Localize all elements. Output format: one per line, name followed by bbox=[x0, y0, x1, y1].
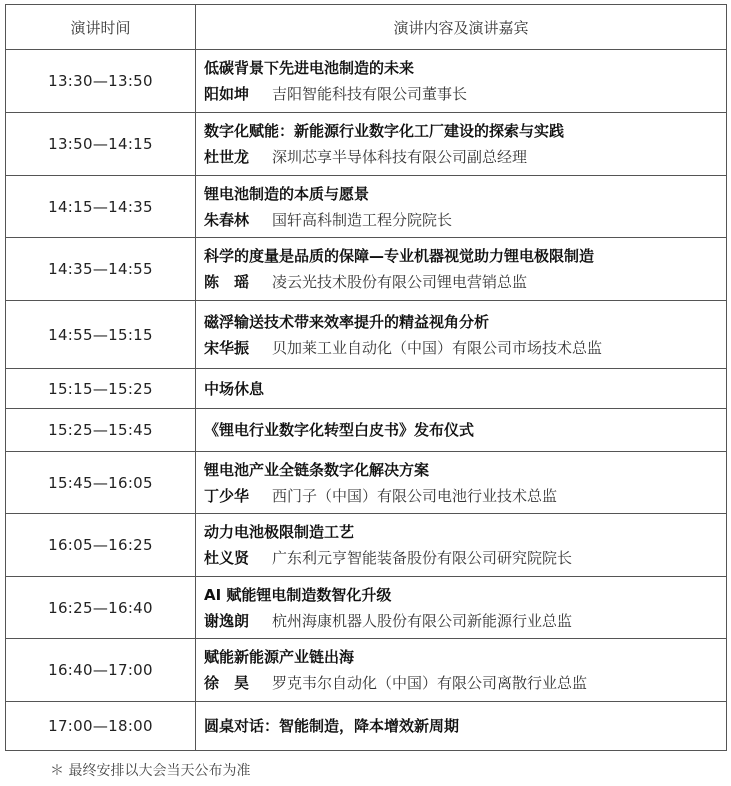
session-speaker-line bbox=[204, 670, 726, 696]
session-speaker-line bbox=[204, 545, 726, 571]
speaker-name: 宋华振 bbox=[204, 338, 250, 357]
speaker-affiliation: 凌云光技术股份有限公司锂电营销总监 bbox=[272, 273, 528, 291]
session-topic: AI 赋能锂电制造数智化升级 bbox=[204, 585, 392, 604]
session-speaker-line bbox=[204, 144, 726, 170]
table-row bbox=[6, 113, 727, 176]
session-content bbox=[196, 176, 727, 238]
header-row bbox=[6, 5, 727, 50]
table-row bbox=[6, 577, 727, 639]
session-time: 16:05—16:25 bbox=[6, 514, 196, 577]
speaker-affiliation: 罗克韦尔自动化（中国）有限公司离散行业总监 bbox=[272, 674, 588, 692]
session-topic: 动力电池极限制造工艺 bbox=[204, 523, 355, 541]
table-row bbox=[6, 452, 727, 514]
speaker-affiliation: 贝加莱工业自动化（中国）有限公司市场技术总监 bbox=[272, 338, 603, 357]
session-speaker-line bbox=[204, 335, 726, 361]
session-time: 14:15—14:35 bbox=[6, 176, 196, 238]
speaker-name: 朱春林 bbox=[204, 210, 250, 229]
table-row bbox=[6, 301, 727, 369]
session-time: 15:25—15:45 bbox=[6, 409, 196, 452]
session-time: 16:40—17:00 bbox=[6, 639, 196, 702]
speaker-name: 陈 瑶 bbox=[204, 273, 250, 291]
session-topic: 《锂电行业数字化转型白皮书》发布仪式 bbox=[204, 421, 475, 439]
speaker-affiliation: 国轩高科制造工程分院院长 bbox=[272, 210, 453, 229]
table-row bbox=[6, 238, 727, 301]
table-row bbox=[6, 639, 727, 702]
session-content bbox=[196, 409, 727, 452]
schedule-table bbox=[5, 4, 727, 751]
session-topic: 低碳背景下先进电池制造的未来 bbox=[204, 59, 415, 77]
session-speaker-line bbox=[204, 207, 726, 233]
session-content bbox=[196, 50, 727, 113]
session-topic: 锂电池制造的本质与愿景 bbox=[204, 184, 370, 203]
session-topic: 数字化赋能：新能源行业数字化工厂建设的探索与实践 bbox=[204, 122, 565, 140]
session-content bbox=[196, 301, 727, 369]
table-row bbox=[6, 369, 727, 409]
session-time: 14:35—14:55 bbox=[6, 238, 196, 301]
session-topic: 中场休息 bbox=[204, 379, 265, 398]
session-time: 16:25—16:40 bbox=[6, 577, 196, 639]
footnote: ＊ 最终安排以大会当天公布为准 bbox=[50, 763, 251, 779]
table-row bbox=[6, 176, 727, 238]
session-speaker-line bbox=[204, 608, 726, 634]
session-topic: 科学的度量是品质的保障—专业机器视觉助力锂电极限制造 bbox=[204, 247, 595, 265]
session-time: 14:55—15:15 bbox=[6, 301, 196, 369]
table-row bbox=[6, 702, 727, 751]
session-content bbox=[196, 113, 727, 176]
session-content bbox=[196, 514, 727, 577]
session-content bbox=[196, 369, 727, 409]
time-header: 演讲时间 bbox=[6, 5, 196, 50]
session-content bbox=[196, 639, 727, 702]
session-time: 15:45—16:05 bbox=[6, 452, 196, 514]
table-row bbox=[6, 514, 727, 577]
speaker-name: 杜世龙 bbox=[204, 148, 250, 166]
session-time: 13:50—14:15 bbox=[6, 113, 196, 176]
session-topic: 赋能新能源产业链出海 bbox=[204, 648, 355, 666]
speaker-affiliation: 吉阳智能科技有限公司董事长 bbox=[272, 85, 468, 103]
session-content bbox=[196, 452, 727, 514]
session-content bbox=[196, 577, 727, 639]
session-speaker-line bbox=[204, 81, 726, 107]
session-content bbox=[196, 702, 727, 751]
speaker-name: 谢逸朗 bbox=[204, 611, 250, 630]
session-topic: 磁浮输送技术带来效率提升的精益视角分析 bbox=[204, 312, 490, 331]
speaker-name: 阳如坤 bbox=[204, 85, 250, 103]
session-speaker-line bbox=[204, 483, 726, 509]
speaker-affiliation: 杭州海康机器人股份有限公司新能源行业总监 bbox=[272, 611, 573, 630]
speaker-name: 丁少华 bbox=[204, 486, 250, 505]
speaker-affiliation: 西门子（中国）有限公司电池行业技术总监 bbox=[272, 486, 558, 505]
session-time: 15:15—15:25 bbox=[6, 369, 196, 409]
speaker-affiliation: 广东利元亨智能装备股份有限公司研究院院长 bbox=[272, 549, 573, 567]
content-header: 演讲内容及演讲嘉宾 bbox=[196, 5, 727, 50]
session-speaker-line bbox=[204, 269, 726, 295]
table-row bbox=[6, 409, 727, 452]
session-topic: 圆桌对话：智能制造，降本增效新周期 bbox=[204, 717, 460, 735]
speaker-name: 徐 昊 bbox=[204, 674, 250, 692]
session-time: 17:00—18:00 bbox=[6, 702, 196, 751]
session-content bbox=[196, 238, 727, 301]
session-topic: 锂电池产业全链条数字化解决方案 bbox=[204, 460, 430, 479]
session-time: 13:30—13:50 bbox=[6, 50, 196, 113]
speaker-name: 杜义贤 bbox=[204, 549, 250, 567]
table-row bbox=[6, 50, 727, 113]
speaker-affiliation: 深圳芯享半导体科技有限公司副总经理 bbox=[272, 148, 528, 166]
